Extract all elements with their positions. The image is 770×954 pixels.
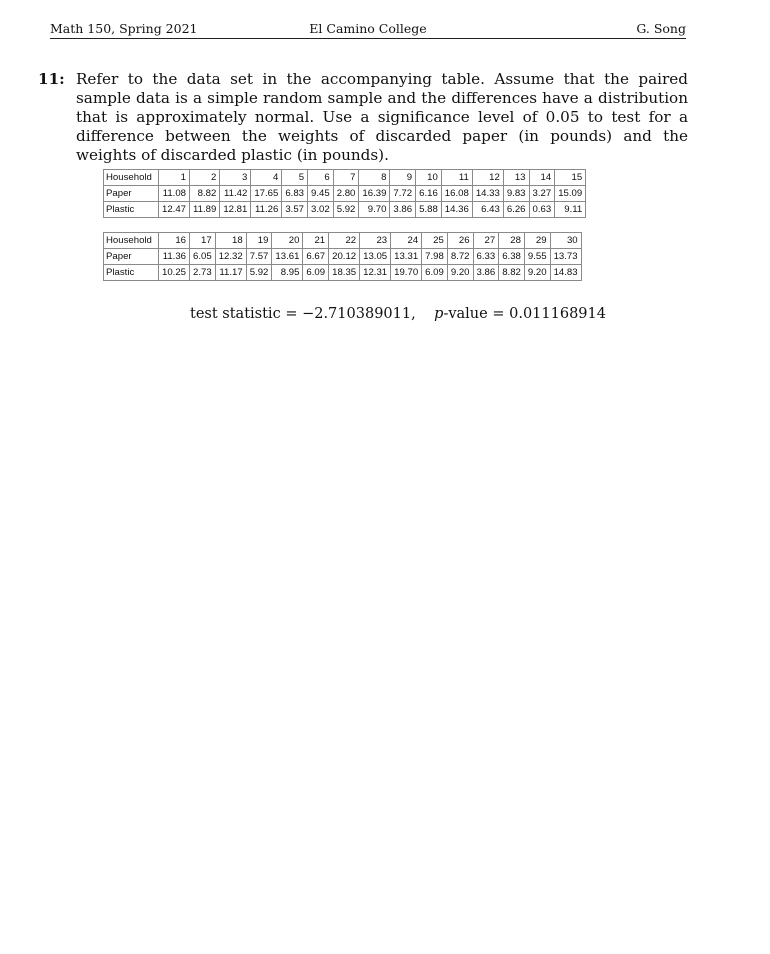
table-cell: 8.72 — [447, 249, 473, 265]
data-table-households-1-15 — [103, 169, 586, 218]
table-cell: 2.73 — [190, 265, 216, 281]
table-cell: 3.02 — [308, 202, 334, 218]
table-row — [104, 202, 586, 218]
table-cell: 17 — [190, 233, 216, 249]
row-label: Plastic — [104, 202, 159, 218]
table-cell: 11.42 — [220, 186, 251, 202]
table-cell: 5 — [282, 170, 308, 186]
table-cell: 10 — [416, 170, 442, 186]
table-cell: 22 — [329, 233, 360, 249]
table-cell: 16 — [159, 233, 190, 249]
table-cell: 11.08 — [159, 186, 190, 202]
table-cell: 10.25 — [159, 265, 190, 281]
table-cell: 25 — [422, 233, 448, 249]
table-cell: 6.09 — [422, 265, 448, 281]
problem-11 — [38, 70, 688, 165]
table-cell: 14.33 — [472, 186, 503, 202]
table-cell: 6.43 — [472, 202, 503, 218]
table-cell: 9.55 — [524, 249, 550, 265]
p-value: 0.011168914 — [509, 306, 606, 322]
table-cell: 3.27 — [529, 186, 555, 202]
table-cell: 2 — [190, 170, 220, 186]
table-cell: 7.57 — [246, 249, 272, 265]
equals-sign: = — [285, 306, 298, 322]
row-label: Paper — [104, 186, 159, 202]
table-cell: 9 — [390, 170, 416, 186]
table-cell: 5.92 — [246, 265, 272, 281]
table-cell: 8.82 — [499, 265, 525, 281]
row-label: Household — [104, 233, 159, 249]
row-label: Paper — [104, 249, 159, 265]
table-cell: 3.86 — [473, 265, 499, 281]
table-cell: 28 — [499, 233, 525, 249]
row-label: Household — [104, 170, 159, 186]
problem-number: 11: — [38, 70, 65, 88]
table-cell: 9.11 — [555, 202, 586, 218]
table-cell: 16.39 — [359, 186, 390, 202]
table-cell: 12.47 — [159, 202, 190, 218]
table-cell: 6.83 — [282, 186, 308, 202]
table-cell: 14.36 — [441, 202, 472, 218]
table-cell: 6.26 — [503, 202, 529, 218]
table-cell: 6.16 — [416, 186, 442, 202]
table-row — [104, 170, 586, 186]
table-cell: 16.08 — [441, 186, 472, 202]
table-cell: 11 — [441, 170, 472, 186]
table-cell: 6.33 — [473, 249, 499, 265]
college-label: El Camino College — [309, 21, 427, 36]
table-cell: 9.83 — [503, 186, 529, 202]
table-cell: 4 — [251, 170, 282, 186]
table-cell: 7.98 — [422, 249, 448, 265]
table-cell: 13.31 — [391, 249, 422, 265]
table-cell: 1 — [159, 170, 190, 186]
table-cell: 6.67 — [303, 249, 329, 265]
table-cell: 18 — [215, 233, 246, 249]
table-cell: 13.05 — [360, 249, 391, 265]
problem-text: Refer to the data set in the accompanying table. Assume that the paired sample data is a simple random sample and the differences have a distribution that is approximately normal. Use a significance level of 0.05 to test for a difference between the weights of discarded paper (in pounds) and the weights of discarded plastic (in pounds). — [76, 70, 688, 164]
table-cell: 30 — [550, 233, 581, 249]
table-cell: 13.61 — [272, 249, 303, 265]
table-cell: 8 — [359, 170, 390, 186]
table-cell: 0.63 — [529, 202, 555, 218]
table-row — [104, 186, 586, 202]
table-cell: 6.05 — [190, 249, 216, 265]
table-cell: 19 — [246, 233, 272, 249]
table-cell: 15 — [555, 170, 586, 186]
table-cell: 7.72 — [390, 186, 416, 202]
table-cell: 11.17 — [215, 265, 246, 281]
test-result — [190, 306, 606, 322]
table-cell: 13.73 — [550, 249, 581, 265]
table-cell: 15.09 — [555, 186, 586, 202]
table-cell: 2.80 — [333, 186, 359, 202]
author-label: G. Song — [636, 21, 686, 36]
table-cell: 11.36 — [159, 249, 190, 265]
test-statistic-value: −2.710389011, — [302, 306, 416, 322]
data-table-households-16-30 — [103, 232, 582, 281]
table-cell: 18.35 — [329, 265, 360, 281]
table-cell: 17.65 — [251, 186, 282, 202]
table-cell: 3 — [220, 170, 251, 186]
test-statistic-label: test statistic — [190, 306, 281, 322]
table-cell: 12.81 — [220, 202, 251, 218]
table-row — [104, 233, 582, 249]
table-cell: 3.86 — [390, 202, 416, 218]
table-cell: 9.20 — [524, 265, 550, 281]
p-letter: p — [434, 306, 444, 322]
table-cell: 20 — [272, 233, 303, 249]
table-cell: 6.09 — [303, 265, 329, 281]
table-cell: 14.83 — [550, 265, 581, 281]
table-cell: 12.32 — [215, 249, 246, 265]
table-cell: 13 — [503, 170, 529, 186]
page-header — [50, 20, 686, 39]
table-row — [104, 249, 582, 265]
table-cell: 8.82 — [190, 186, 220, 202]
table-cell: 29 — [524, 233, 550, 249]
table-cell: 9.20 — [447, 265, 473, 281]
table-cell: 20.12 — [329, 249, 360, 265]
course-label: Math 150, Spring 2021 — [50, 21, 198, 36]
row-label: Plastic — [104, 265, 159, 281]
table-cell: 24 — [391, 233, 422, 249]
table-cell: 12.31 — [360, 265, 391, 281]
table-cell: 19.70 — [391, 265, 422, 281]
table-cell: 9.70 — [359, 202, 390, 218]
table-cell: 6 — [308, 170, 334, 186]
table-row — [104, 265, 582, 281]
table-cell: 5.92 — [333, 202, 359, 218]
table-cell: 7 — [333, 170, 359, 186]
table-cell: 14 — [529, 170, 555, 186]
table-cell: 21 — [303, 233, 329, 249]
table-cell: 11.26 — [251, 202, 282, 218]
table-cell: 27 — [473, 233, 499, 249]
table-cell: 23 — [360, 233, 391, 249]
table-cell: 12 — [472, 170, 503, 186]
p-value-label: -value — [443, 306, 488, 322]
equals-sign-2: = — [492, 306, 505, 322]
table-cell: 26 — [447, 233, 473, 249]
table-cell: 6.38 — [499, 249, 525, 265]
table-cell: 9.45 — [308, 186, 334, 202]
table-cell: 3.57 — [282, 202, 308, 218]
table-cell: 5.88 — [416, 202, 442, 218]
table-cell: 11.89 — [190, 202, 220, 218]
table-cell: 8.95 — [272, 265, 303, 281]
